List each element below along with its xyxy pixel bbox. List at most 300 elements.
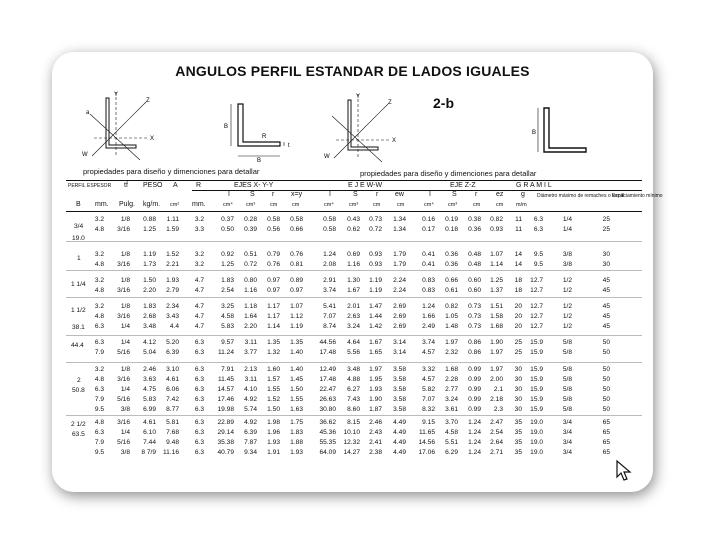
table-cell: 4.49 <box>393 439 406 446</box>
table-cell: 0.36 <box>445 251 458 258</box>
table-row <box>52 375 653 385</box>
table-row <box>52 225 653 235</box>
table-cell: 5/8 <box>562 339 572 346</box>
table-cell: 12.7 <box>530 287 543 294</box>
table-cell: 44.56 <box>319 339 336 346</box>
table-cell: 30.80 <box>319 406 336 413</box>
table-cell: 0.28 <box>244 216 257 223</box>
table-cell: 0.97 <box>290 287 303 294</box>
table-cell: 55.35 <box>319 439 336 446</box>
angle-dimension-diagram <box>222 98 302 164</box>
table-cell: 30 <box>514 396 522 403</box>
table-cell: 3.10 <box>166 366 179 373</box>
svg-text:R: R <box>262 134 267 140</box>
table-cell: 0.36 <box>468 226 481 233</box>
table-cell: 40.79 <box>217 449 234 456</box>
hdr-kgm: kg/m. <box>143 201 161 208</box>
group-b-label: 2 <box>77 377 81 384</box>
table-cell: 2.47 <box>490 419 503 426</box>
table-cell: 1.24 <box>323 251 336 258</box>
table-cell: 35 <box>514 439 522 446</box>
table-cell: 6.3 <box>194 439 204 446</box>
table-cell: 36.62 <box>319 419 336 426</box>
table-cell: 1.58 <box>490 313 503 320</box>
group-b-label: 44.4 <box>71 342 84 349</box>
hdr-g: g <box>521 191 525 198</box>
table-cell: 1/2 <box>562 323 572 330</box>
table-cell: 3/8 <box>562 261 572 268</box>
table-cell: 29.14 <box>217 429 234 436</box>
table-cell: 12.7 <box>530 323 543 330</box>
table-cell: 1.83 <box>290 429 303 436</box>
hdr-zz-cm-b: cm <box>496 202 504 208</box>
table-cell: 4.58 <box>445 429 458 436</box>
table-cell: 0.51 <box>244 251 257 258</box>
table-cell: 2.43 <box>369 429 382 436</box>
table-cell: 14 <box>514 251 522 258</box>
table-cell: 1.24 <box>422 303 435 310</box>
table-cell: 45 <box>602 277 610 284</box>
table-cell: 3/16 <box>117 376 130 383</box>
table-cell: 11 <box>515 226 522 233</box>
table-cell: 4.8 <box>94 261 104 268</box>
table-cell: 2.54 <box>221 287 234 294</box>
table-cell: 20 <box>514 313 522 320</box>
table-cell: 2.54 <box>490 429 503 436</box>
table-cell: 1.55 <box>267 386 280 393</box>
table-cell: 1.55 <box>290 396 303 403</box>
table-cell: 5/16 <box>117 396 130 403</box>
table-cell: 3/8 <box>120 406 130 413</box>
table-cell: 9.15 <box>422 419 435 426</box>
table-cell: 50 <box>602 396 610 403</box>
table-cell: 2.49 <box>422 323 435 330</box>
table-cell: 7.9 <box>94 439 104 446</box>
table-cell: 1.97 <box>369 366 382 373</box>
table-row <box>52 395 653 405</box>
table-cell: 1.59 <box>166 226 179 233</box>
table-cell: 6.99 <box>143 406 156 413</box>
hdr-eje-ww: E J E W-W <box>348 182 383 189</box>
table-cell: 3.11 <box>244 376 257 383</box>
table-cell: 5.20 <box>166 339 179 346</box>
table-cell: 1.93 <box>267 439 280 446</box>
hdr-ww-cm3: cm³ <box>349 202 359 208</box>
table-row <box>52 438 653 448</box>
table-cell: 5/8 <box>562 366 572 373</box>
table-cell: 0.93 <box>369 261 382 268</box>
table-cell: 1.25 <box>490 277 503 284</box>
table-cell: 4.10 <box>244 386 257 393</box>
table-cell: 0.38 <box>468 216 481 223</box>
table-cell: 3/16 <box>117 313 130 320</box>
group-mm-label: 63.5 <box>72 431 85 438</box>
table-cell: 35 <box>514 419 522 426</box>
hdr-a: A <box>173 182 178 189</box>
table-cell: 0.86 <box>468 339 481 346</box>
table-cell: 2.69 <box>393 313 406 320</box>
table-cell: 4.92 <box>244 419 257 426</box>
table-cell: 5.41 <box>323 303 336 310</box>
table-cell: 3/8 <box>120 449 130 456</box>
table-cell: 1.47 <box>369 303 382 310</box>
table-cell: 7.42 <box>166 396 179 403</box>
table-cell: 1.87 <box>369 406 382 413</box>
table-cell: 3.63 <box>143 376 156 383</box>
table-cell: 0.89 <box>290 277 303 284</box>
table-cell: 1.68 <box>445 366 458 373</box>
table-cell: 50 <box>602 339 610 346</box>
table-cell: 5.04 <box>143 349 156 356</box>
table-cell: 1/4 <box>120 386 130 393</box>
hdr-peso: PESO <box>143 182 163 189</box>
table-cell: 15.9 <box>530 366 543 373</box>
table-cell: 4.8 <box>94 287 104 294</box>
caption-right: propiedades para diseño y dimenciones para detallar <box>360 169 537 178</box>
table-cell: 3/4 <box>562 429 572 436</box>
table-cell: 4.7 <box>194 303 204 310</box>
table-row <box>52 338 653 348</box>
table-cell: 1.96 <box>267 429 280 436</box>
table-cell: 12.7 <box>530 313 543 320</box>
table-cell: 5/16 <box>117 349 130 356</box>
table-row <box>52 302 653 312</box>
table-cell: 5.82 <box>422 386 435 393</box>
table-cell: 1.14 <box>267 323 280 330</box>
table-cell: 3.24 <box>347 323 360 330</box>
table-cell: 3.3 <box>194 226 204 233</box>
table-cell: 30 <box>514 386 522 393</box>
svg-text:W: W <box>324 154 330 160</box>
svg-text:B: B <box>532 130 537 136</box>
table-cell: 5.83 <box>221 323 234 330</box>
table-cell: 0.48 <box>468 251 481 258</box>
table-row <box>52 365 653 375</box>
table-cell: 3.2 <box>94 303 104 310</box>
table-cell: 4.7 <box>194 313 204 320</box>
table-cell: 30 <box>514 376 522 383</box>
table-cell: 6.3 <box>194 349 204 356</box>
table-cell: 1/4 <box>562 216 572 223</box>
table-cell: 0.79 <box>267 251 280 258</box>
table-cell: 0.60 <box>468 277 481 284</box>
table-cell: 0.99 <box>468 386 481 393</box>
table-cell: 14.56 <box>418 439 435 446</box>
table-cell: 3.48 <box>347 366 360 373</box>
table-cell: 1.16 <box>347 261 360 268</box>
table-cell: 1.34 <box>393 216 406 223</box>
hdr-xy-s: S <box>250 191 255 198</box>
table-cell: 1.68 <box>490 323 503 330</box>
table-cell: 15.9 <box>530 406 543 413</box>
table-cell: 25 <box>602 216 610 223</box>
table-cell: 19.0 <box>530 449 543 456</box>
table-cell: 50 <box>602 406 610 413</box>
table-cell: 4.8 <box>94 226 104 233</box>
table-cell: 15.9 <box>530 376 543 383</box>
document-title: ANGULOS PERFIL ESTANDAR DE LADOS IGUALES <box>175 63 530 79</box>
table-cell: 3.2 <box>194 261 204 268</box>
table-cell: 11.24 <box>217 349 234 356</box>
table-cell: 6.10 <box>143 429 156 436</box>
table-cell: 1.91 <box>267 449 280 456</box>
table-cell: 1.17 <box>267 303 280 310</box>
table-cell: 4.7 <box>194 277 204 284</box>
table-cell: 30 <box>514 366 522 373</box>
table-cell: 11.45 <box>217 376 234 383</box>
table-cell: 2.91 <box>323 277 336 284</box>
table-cell: 4.7 <box>194 287 204 294</box>
table-cell: 0.56 <box>267 226 280 233</box>
table-cell: 7.44 <box>143 439 156 446</box>
table-cell: 30 <box>602 251 610 258</box>
hdr-cm2: cm² <box>170 202 180 208</box>
table-cell: 1.93 <box>166 277 179 284</box>
table-cell: 1.40 <box>290 349 303 356</box>
table-cell: 3/4 <box>562 419 572 426</box>
table-cell: 1.73 <box>143 261 156 268</box>
table-cell: 3.2 <box>94 366 104 373</box>
table-cell: 1.66 <box>422 313 435 320</box>
table-cell: 50 <box>602 386 610 393</box>
table-cell: 7.07 <box>323 313 336 320</box>
table-cell: 5.74 <box>244 406 257 413</box>
table-cell: 18 <box>514 277 522 284</box>
group-b-label: 2 1/2 <box>71 421 86 428</box>
table-cell: 1/4 <box>120 323 130 330</box>
table-cell: 8.32 <box>422 406 435 413</box>
table-cell: 1.83 <box>221 277 234 284</box>
svg-text:X: X <box>392 138 397 144</box>
hdr-espesor: ESPESOR <box>87 183 112 189</box>
table-cell: 2.77 <box>445 386 458 393</box>
table-cell: 0.43 <box>347 216 360 223</box>
hdr-zz-cm: cm <box>473 202 481 208</box>
table-cell: 7.87 <box>244 439 257 446</box>
table-cell: 1.90 <box>490 339 503 346</box>
table-cell: 2.32 <box>445 349 458 356</box>
svg-text:t: t <box>288 143 290 149</box>
hdr-xy-cm-b: cm <box>292 202 300 208</box>
table-cell: 1.50 <box>143 277 156 284</box>
table-cell: 1.19 <box>369 287 382 294</box>
hdr-ww-cm: cm <box>373 202 381 208</box>
table-cell: 6.3 <box>94 323 104 330</box>
table-cell: 0.58 <box>323 216 336 223</box>
header-group-rule <box>192 190 642 191</box>
table-cell: 8.77 <box>166 406 179 413</box>
table-cell: 1.12 <box>290 313 303 320</box>
table-cell: 5/16 <box>117 439 130 446</box>
table-cell: 19.0 <box>530 439 543 446</box>
table-cell: 50 <box>602 376 610 383</box>
table-cell: 1/2 <box>562 303 572 310</box>
table-cell: 0.99 <box>468 406 481 413</box>
table-cell: 6.3 <box>194 366 204 373</box>
table-cell: 0.97 <box>267 277 280 284</box>
table-cell: 3.43 <box>166 313 179 320</box>
table-cell: 45 <box>602 303 610 310</box>
table-cell: 3.14 <box>393 349 406 356</box>
table-cell: 10.10 <box>343 429 360 436</box>
table-cell: 2.24 <box>393 287 406 294</box>
table-cell: 9.34 <box>244 449 257 456</box>
table-cell: 0.58 <box>290 216 303 223</box>
table-row <box>52 348 653 358</box>
table-cell: 1.34 <box>393 226 406 233</box>
table-cell: 0.73 <box>468 303 481 310</box>
table-cell: 1/4 <box>120 429 130 436</box>
table-cell: 1/8 <box>120 216 130 223</box>
table-cell: 1/8 <box>120 251 130 258</box>
group-rule <box>66 335 642 336</box>
table-cell: 4.88 <box>347 376 360 383</box>
hdr-mm2: mm. <box>192 201 206 208</box>
table-cell: 2.41 <box>369 439 382 446</box>
table-cell: 1.25 <box>221 261 234 268</box>
svg-text:Y: Y <box>114 92 119 98</box>
table-row <box>52 448 653 458</box>
table-cell: 6.27 <box>347 386 360 393</box>
angle-dimension-diagram-2 <box>528 104 598 164</box>
table-cell: 0.83 <box>422 277 435 284</box>
table-cell: 7.91 <box>221 366 234 373</box>
table-cell: 0.93 <box>369 251 382 258</box>
table-cell: 0.66 <box>290 226 303 233</box>
table-cell: 15.9 <box>530 339 543 346</box>
table-cell: 3.32 <box>422 366 435 373</box>
hdr-xy-xy: x=y <box>291 191 303 198</box>
table-cell: 3.2 <box>94 216 104 223</box>
table-cell: 1.90 <box>369 396 382 403</box>
table-cell: 9.5 <box>94 449 104 456</box>
table-cell: 6.3 <box>533 216 543 223</box>
hdr-b: B <box>76 201 81 208</box>
hdr-ww-ew: ew <box>395 191 404 198</box>
table-cell: 1.25 <box>143 226 156 233</box>
table-cell: 50 <box>602 366 610 373</box>
group-mm-label: 19.0 <box>72 235 85 242</box>
table-cell: 5.81 <box>166 419 179 426</box>
table-cell: 0.48 <box>468 261 481 268</box>
hdr-ww-r: r <box>376 191 379 198</box>
table-cell: 25 <box>514 339 522 346</box>
svg-text:W: W <box>82 152 88 158</box>
table-row <box>52 215 653 225</box>
table-cell: 3.2 <box>94 277 104 284</box>
table-cell: 45 <box>602 323 610 330</box>
hdr-gramil: G R A M I L <box>516 182 552 189</box>
hdr-zz-r: r <box>475 191 478 198</box>
table-cell: 1.24 <box>468 419 481 426</box>
table-cell: 1.97 <box>490 349 503 356</box>
table-cell: 2.68 <box>143 313 156 320</box>
table-cell: 0.39 <box>244 226 257 233</box>
table-cell: 1.75 <box>290 419 303 426</box>
svg-text:B: B <box>257 158 262 164</box>
table-cell: 3/16 <box>117 226 130 233</box>
table-cell: 19.0 <box>530 419 543 426</box>
table-cell: 0.41 <box>422 251 435 258</box>
table-cell: 4.92 <box>244 396 257 403</box>
table-row <box>52 250 653 260</box>
table-cell: 0.99 <box>468 366 481 373</box>
hdr-esp: Espaciamiento mínimo <box>612 193 663 199</box>
table-cell: 2.20 <box>244 323 257 330</box>
table-cell: 1.35 <box>290 339 303 346</box>
table-cell: 3.48 <box>143 323 156 330</box>
table-cell: 1.42 <box>369 323 382 330</box>
table-cell: 5/8 <box>562 349 572 356</box>
table-cell: 0.73 <box>468 323 481 330</box>
group-mm-label: 50.8 <box>72 387 85 394</box>
table-row <box>52 312 653 322</box>
table-cell: 6.29 <box>445 449 458 456</box>
table-cell: 3.58 <box>393 366 406 373</box>
table-cell: 1.30 <box>347 277 360 284</box>
table-row <box>52 276 653 286</box>
table-cell: 19.0 <box>530 429 543 436</box>
table-cell: 5/8 <box>562 396 572 403</box>
table-cell: 0.76 <box>267 261 280 268</box>
table-cell: 2.71 <box>490 449 503 456</box>
table-cell: 1.95 <box>369 376 382 383</box>
hdr-zz-ez: ez <box>496 191 504 198</box>
table-cell: 50 <box>602 349 610 356</box>
table-cell: 1.50 <box>267 406 280 413</box>
document-card <box>52 52 663 492</box>
table-cell: 4.8 <box>94 313 104 320</box>
table-cell: 2.79 <box>166 287 179 294</box>
caption-left: propiedades para diseño y dimenciones para detallar <box>83 167 260 176</box>
table-cell: 0.17 <box>422 226 435 233</box>
table-cell: 1/4 <box>562 226 572 233</box>
table-cell: 4.8 <box>94 376 104 383</box>
table-cell: 6.06 <box>166 386 179 393</box>
table-cell: 0.82 <box>490 216 503 223</box>
hdr-xy-i: I <box>228 191 230 198</box>
table-cell: 1/8 <box>120 277 130 284</box>
table-cell: 0.83 <box>422 287 435 294</box>
table-cell: 1.19 <box>369 277 382 284</box>
table-cell: 4.49 <box>393 419 406 426</box>
table-row <box>52 385 653 395</box>
table-cell: 15.9 <box>530 386 543 393</box>
table-cell: 1.05 <box>445 313 458 320</box>
table-cell: 8.15 <box>347 419 360 426</box>
table-cell: 4.7 <box>194 323 204 330</box>
table-cell: 25 <box>514 349 522 356</box>
table-row <box>52 260 653 270</box>
table-cell: 6.3 <box>194 449 204 456</box>
table-cell: 3.61 <box>445 406 458 413</box>
hdr-r: R <box>196 182 202 189</box>
angle-axes-diagram-2 <box>316 92 406 164</box>
hdr-pulg: Pulg. <box>119 201 135 208</box>
table-cell: 1.67 <box>369 339 382 346</box>
table-cell: 0.50 <box>221 226 234 233</box>
table-badge: 2-b <box>433 95 454 111</box>
table-cell: 6.3 <box>533 226 543 233</box>
table-cell: 0.66 <box>445 277 458 284</box>
table-cell: 0.81 <box>290 261 303 268</box>
svg-text:X: X <box>150 136 155 142</box>
group-rule <box>66 270 642 271</box>
table-cell: 4.61 <box>143 419 156 426</box>
table-cell: 1.67 <box>347 287 360 294</box>
table-cell: 4.12 <box>143 339 156 346</box>
table-cell: 6.3 <box>194 419 204 426</box>
